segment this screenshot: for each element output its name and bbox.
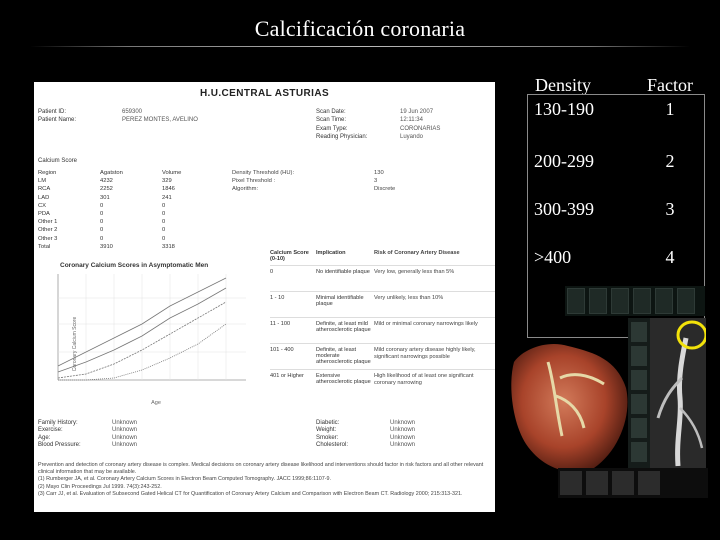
interp-score: 11 - 100 <box>270 321 291 327</box>
calcium-nomogram-chart <box>36 248 268 408</box>
reference-line: (3) Carr JJ, et al. Evaluation of Subsecond Gated Helical CT for Quantification of Coronary Artery Calcium and Comparison with Electron Beam CT. Radiology 2000; 215:313-321. <box>38 490 463 497</box>
volume-cell: 0 <box>162 219 166 226</box>
interp-implication: Definite, at least mild atherosclerotic plaque <box>316 321 371 333</box>
ct-thumbnail <box>655 288 673 314</box>
table-row <box>38 226 434 234</box>
scan-info <box>316 108 495 141</box>
threshold-label-2: Algorithm: <box>232 186 259 193</box>
patient-info <box>38 108 222 125</box>
scan-date-label: Scan Date: <box>316 109 346 115</box>
nomogram-plot <box>36 248 268 408</box>
chart-title: Coronary Calcium Scores in Asymptomatic Men <box>60 262 209 269</box>
table-row <box>270 317 495 343</box>
agatston-cell: 2252 <box>100 186 113 193</box>
density-cell: 300-399 <box>534 199 594 219</box>
history-value: Unknown <box>390 442 416 449</box>
volume-cell: 1846 <box>162 186 175 193</box>
ct-thumbnail-strip <box>565 286 705 316</box>
heart-3d-render <box>508 318 658 478</box>
table-row <box>38 185 434 193</box>
ct-thumbnail <box>611 288 629 314</box>
ct-thumbnail <box>633 288 651 314</box>
history-value: Unknown <box>112 442 138 449</box>
history-value: Unknown <box>390 427 416 434</box>
interpretation-table <box>270 250 495 395</box>
chart-xlabel: Age <box>151 400 161 406</box>
agatston-cell: 301 <box>100 194 110 201</box>
region-cell: Other 2 <box>38 227 58 234</box>
report-header: H.U.CENTRAL ASTURIAS <box>199 88 330 99</box>
patient-name-value: PEREZ MONTES, AVELINO <box>122 117 198 124</box>
scan-time-label: Scan Time: <box>316 117 347 124</box>
ct-thumbnail <box>589 288 607 314</box>
density-header-row <box>527 68 705 96</box>
physician-value: Luyando <box>400 133 424 140</box>
interp-risk: Very low, generally less than 5% <box>374 269 455 275</box>
interp-implication: Definite, at least moderate atherosclerotic plaque <box>316 347 371 365</box>
exam-type-value: CORONARIAS <box>400 125 441 132</box>
volume-cell: 0 <box>162 235 166 242</box>
score-col-agatston: Agatston <box>100 170 123 176</box>
ct-thumbnail <box>567 288 585 314</box>
table-row <box>38 218 434 226</box>
history-label: Blood Pressure: <box>38 442 81 449</box>
factor-header: Factor <box>647 75 693 95</box>
patient-id-row <box>38 108 222 116</box>
factor-cell: 4 <box>665 247 675 267</box>
slide-title: Calcificación coronaria <box>254 16 466 41</box>
interp-col-implication: Implication <box>316 250 346 256</box>
region-cell: Other 1 <box>38 219 58 226</box>
interp-score: 0 <box>270 269 274 275</box>
history-label: Weight: <box>316 427 337 434</box>
references <box>38 462 488 498</box>
history-label: Family History: <box>38 420 78 426</box>
calcium-section-label: Calcium Score <box>38 158 78 164</box>
calcium-score-report <box>34 82 495 512</box>
table-row <box>38 177 434 185</box>
factor-cell: 1 <box>665 99 675 119</box>
table-row <box>270 265 495 291</box>
grid-lines <box>58 274 246 380</box>
interp-risk: Mild coronary artery disease highly likely, significant narrowings possible <box>374 347 476 360</box>
volume-cell: 241 <box>162 194 172 201</box>
threshold-value-2: Discrete <box>374 186 396 193</box>
bottom-thumbnail-strip <box>558 468 708 498</box>
volume-cell: 0 <box>162 211 166 218</box>
table-row <box>270 369 495 395</box>
score-col-volume: Volume <box>162 170 182 176</box>
reference-line: Prevention and detection of coronary artery disease is complex. Medical decisions on coronary artery disease likelihood and interventions should factor in risk factors and all other relevant clinical information that may be available. <box>38 462 484 476</box>
density-cell: 200-299 <box>534 151 594 171</box>
region-cell: LM <box>38 178 47 185</box>
agatston-cell: 3910 <box>100 243 113 250</box>
volume-cell: 3318 <box>162 243 175 250</box>
heart-shape <box>511 344 627 472</box>
density-cell: 130-190 <box>534 99 594 119</box>
region-cell: CX <box>38 202 47 209</box>
region-cell: PDA <box>38 211 50 218</box>
physician-label: Reading Physician: <box>316 133 368 140</box>
volume-cell: 329 <box>162 178 172 185</box>
factor-cell: 3 <box>665 199 675 219</box>
factor-cell: 2 <box>665 151 675 171</box>
history-label: Exercise: <box>38 427 63 434</box>
agatston-cell: 0 <box>100 227 104 234</box>
history-value: Unknown <box>390 420 416 426</box>
threshold-value-0: 130 <box>374 170 384 176</box>
history-value: Unknown <box>112 427 138 434</box>
interp-risk: High likelihood of at least one significant coronary narrowing <box>374 373 474 386</box>
history-label: Smoker: <box>316 434 339 441</box>
density-factor-table <box>527 68 705 267</box>
agatston-cell: 0 <box>100 235 104 242</box>
agatston-cell: 0 <box>100 202 104 209</box>
interp-implication: Extensive atherosclerotic plaque <box>316 373 371 385</box>
calcium-score-table <box>38 169 434 251</box>
interp-implication: No identifiable plaque <box>316 269 370 275</box>
volume-cell: 0 <box>162 202 166 209</box>
history-label: Cholesterol: <box>316 442 349 449</box>
exam-type-label: Exam Type: <box>316 125 348 132</box>
table-row <box>528 199 704 220</box>
patient-name-row <box>38 116 222 124</box>
patient-id-label: Patient ID: <box>38 109 67 115</box>
reference-line: (1) Rumberger JA, et al. Coronary Artery Calcium Scores in Electron Beam Computed Tomography. JACC 1999;86:1107-9. <box>38 476 332 483</box>
patient-name-label: Patient Name: <box>38 117 77 124</box>
region-cell: Total <box>38 243 51 250</box>
threshold-label-1: Pixel Threshold : <box>232 178 276 185</box>
history-value: Unknown <box>112 434 138 441</box>
interp-col-risk: Risk of Coronary Artery Disease <box>374 250 460 256</box>
interp-score: 101 - 400 <box>270 347 294 353</box>
interpretation-header <box>270 250 495 262</box>
threshold-value-1: 3 <box>374 178 378 185</box>
history-value: Unknown <box>390 434 416 441</box>
region-cell: RCA <box>38 186 51 193</box>
history-label: Age: <box>38 434 51 441</box>
agatston-cell: 0 <box>100 219 104 226</box>
table-row <box>38 194 434 202</box>
scan-time-value: 12:11:34 <box>400 117 423 124</box>
table-row <box>528 99 704 120</box>
reference-line: (2) Mayo Clin Proceedings Jul 1999. 74(3):243-252. <box>38 483 162 490</box>
table-row <box>528 247 704 268</box>
interp-risk: Very unlikely, less than 10% <box>374 295 444 301</box>
history-left <box>38 420 222 450</box>
table-row <box>528 151 704 172</box>
volume-cell: 0 <box>162 227 166 234</box>
region-cell: Other 3 <box>38 235 58 242</box>
score-header-row <box>38 169 434 177</box>
table-row <box>38 235 434 243</box>
interp-risk: Mild or minimal coronary narrowings likely <box>374 321 478 327</box>
density-header: Density <box>535 75 591 95</box>
table-row <box>38 202 434 210</box>
patient-id-value: 659300 <box>122 109 143 115</box>
table-row <box>270 343 495 369</box>
interp-implication: Minimal identifiable plaque <box>316 295 364 307</box>
score-col-region: Region <box>38 170 57 176</box>
region-cell: LAD <box>38 194 50 201</box>
scan-date-value: 19 Jun 2007 <box>400 109 434 115</box>
threshold-label-0: Density Threshold (HU): <box>232 170 295 176</box>
table-row <box>270 291 495 317</box>
chart-ylabel: Coronary Calcium Score <box>72 316 78 372</box>
interp-score: 401 or Higher <box>270 373 304 379</box>
table-row <box>38 210 434 218</box>
history-label: Diabetic: <box>316 420 340 426</box>
history-right <box>316 420 495 450</box>
ct-thumbnail <box>677 288 695 314</box>
title-divider <box>30 46 690 47</box>
agatston-cell: 0 <box>100 211 104 218</box>
history-value: Unknown <box>112 420 138 426</box>
interp-col-score: Calcium Score (0-10) <box>270 250 309 262</box>
interp-score: 1 - 10 <box>270 295 285 301</box>
density-cell: >400 <box>534 247 572 267</box>
agatston-cell: 4232 <box>100 178 113 185</box>
